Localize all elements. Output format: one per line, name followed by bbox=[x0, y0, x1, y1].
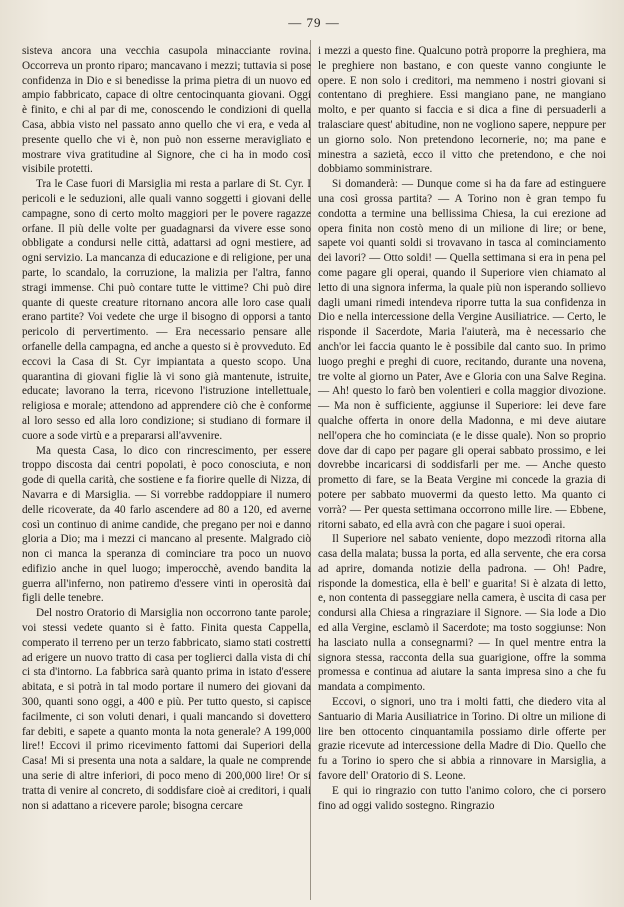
paragraph: Il Superiore nel sabato veniente, dopo mezzodì ritorna alla casa della malata; bussa la porta, ed alla serventе, che era corsa ad aprire, domanda notizie della padrona. — Oh! Padre, risponde la domestica, ella è bell' e guarita! Si è alzata di letto, e, non contenta di passeggiare nella camera, è uscita di casa per condursi alla Chiesa a ringraziare il Signore. — Sia lode a Dio ed alla Vergine, esclamò il Sacerdote; ma tosto soggiunse: Non ha lasciato nulla a consegnarmi? — In quel mentre entra la signora stessa, racconta della sua guarigione, offre la somma promessa e continua ad aiutare la santa impresa sino a che fu mandata a compimento. bbox=[318, 533, 606, 694]
page-number: — 79 — bbox=[288, 15, 340, 30]
paragraph: sisteva ancora una vecchia casupola minacciante rovina. Occorreva un pronto riparo; mancavano i mezzi; tuttavia si pose confidenza in Dio e si benedisse la prima pietra di un nuovo ed ampio fabbricato, capace di oltre centocinquanta giovani. Oggi è finito, e chi al par di me, conoscendo le condizioni di quella Casa, abbia visto nel passato anno quello che vi era, e veda al presente quello che vi è, non può non esserne meravigliato e mostrare viva gratitudine al Signore, che ci ha in modo così visibile protetti. bbox=[22, 45, 311, 176]
paragraph: i mezzi a questo fine. Qualcuno potrà proporre la preghiera, ma le preghiere non bastano, e con queste vanno congiunte le opere. E non solo i creditori, ma nemmeno i nostri giovani si contentano di preghiere. Essi mangiano pane, ne mangiano molto, e per quanto si faccia e si dica a fine di persuaderli a tralasciare quest' abitudine, non ne vogliono sapere, neppure per un giorno solo. Non pretendono lecornerie, no; ma pane e minestra a sazietà, ecco il vitto che pretendono, e che noi dobbiamo somministrare. bbox=[318, 45, 606, 176]
paragraph: Eccovi, o signori, uno tra i molti fatti, che diedero vita al Santuario di Maria Ausiliatrice in Torino. Di oltre un milione di lire ben ottocento cinquantamila possiamo dirle offerte per grazie ricevute ad intercessione della Madre di Dio. Quello che fu a Torino io spero che si abbia a rinnovare in Marsiglia, a favore dell' Oratorio di S. Leone. bbox=[318, 696, 606, 783]
paragraph: E qui io ringrazio con tutto l'animo coloro, che ci porsero fino ad oggi valido sostegno. Ringrazio bbox=[318, 784, 606, 812]
paragraph: Si domanderà: — Dunque come si ha da fare ad estinguere una così grossa partita? — A Torino non è gran tempo fu condotta a termine una bellissima Chiesa, la cui erezione ad opera finita non costò meno di un milione di lire; or bene, sapete voi quanti soldi si trovavano in tasca al cominciamento dei lavori? — Otto soldi! — Quella settimana si era in pena pel come pagare gli operai, quando il Superiore vien chiamato al letto di una signora inferma, la quale più non isperando sollievo dagli umani rimedi intendeva riporre tutta la sua confidenza in Dio e nella intercessione della Vergine Ausiliatrice. — Certo, le risponde il Sacerdote, Maria l'aiuterà, ma è necessario che anch'or lei faccia quanto le è possibile dal canto suo. In primo luogo preghi e preghi di cuore, recitando, durante una novena, tre volte al giorno un Pater, Ave e Gloria con una Salve Regina. — Ah! questo lo farò ben volentieri e colla maggior divozione. — Ma non è sufficiente, aggiunse il Superiore: lei deve fare qualche offerta in onore della Madonna, e mi deve aiutare nell'opera che ho cominciata (e le disse quale). Non so proprio dove dar di capo per pagare gli operai sabbato prossimo, e lei dovrebbe incaricarsi di soddisfarli per me. — Anche questo prometto di fare, se la Beata Vergine mi concede la grazia di potere per sabbato muovermi da questo letto. Ma quanto ci vorrà? — Per questa settimana occorrono mille lire. — Ebbene, ritorni sabato, ed ella avrà con che pagare i suoi operai. bbox=[318, 178, 606, 531]
left-column bbox=[22, 44, 311, 813]
paragraph: Tra le Case fuori di Marsiglia mi resta a parlare di St. Cyr. I pericoli e le seduzioni, alle quali vanno soggetti i giovani delle campagne, sono di certo molto maggiori per le povere ragazze orfane. Il più delle volte per guadagnarsi da vivere esse sono obbligate a condursi nelle città, adattarsi ad ogni mestiere, ad ogni servizio. La mancanza di educazione e di religione, per una parte, lo scandalo, la corruzione, la malizia per l'altra, fanno stragi immense. Chi può contare tutte le vittime? Chi può dire quante di queste creature ritornano ancora alle loro case quali erano partite? Voi vedete che urge il bisogno di opporsi a tanto pericolo di pervertimento. — Era necessario pensare alle orfanelle della campagna, ed anche a questo si è provveduto. Ed eccovi la Casa di St. Cyr impiantata a questo scopo. Una quarantina di giovani figlie là vi sono già mantenute, istruite, educate; lavorano la terra, ricevono l'istruzione intellettuale, religiosa e morale; attendono ad apprendere ciò che è conforme al loro sesso ed alla loro condizione; si studiano di formare il cuore a sode virtù e a prepararsi all'avvenire. bbox=[22, 178, 311, 442]
paragraph: Ma questa Casa, lo dico con rincrescimento, per essere troppo discosta dai centri popolati, è poco conosciuta, e non gode di quella carità, che sostiene e fa fiorire quelle di Nizza, di Navarra e di Marsiglia. — Si vorrebbe raddoppiare il numero delle ricoverate, da 40 farlo ascendere ad 80 a 120, ed averne così un continuo di anime candide, che pregano per noi e danno gloria a Dio; ma i mezzi ci mancano al presente. Malgrado ciò non ci manca la speranza di cominciare tra poco un nuovo edifizio anche in quel luogo; imperocchè, avendo bandita la guerra all'inferno, non patiremo d'essere vinti in operosità dai figli delle tenebre. bbox=[22, 444, 311, 605]
text-columns bbox=[22, 44, 606, 813]
paragraph: Del nostro Oratorio di Marsiglia non occorrono tante parole; voi stessi vedete quanto si è fatto. Finita questa Cappella, comperato il terreno per un terzo fabbricato, siamo stati costretti ad erigere un nuovo tratto di casa per toglierci dalla vista di chi ci sta d'intorno. La fabbrica sarà quanto prima in istato d'essere abitata, e si potrà in tal modo portare il numero dei giovani da 300, quanti sono oggi, a 400 e più. Per tutto questo, si capisce facilmente, ci son voluti denari, i quali mancando si dovettero far debiti, e sapete a quanto monta la nota generale? A 199,000 lire!! Eccovi il primo ricevimento fattomi dai Superiori della Casa! Mi si presenta una nota a saldare, la quale ne comprende una serie di altre inferiori, di poco meno di 200,000 lire! Or si tratta di venire al concreto, di soddisfare cioè ai creditori, i quali non si adattano a ricevere parole; bisogna cercare bbox=[22, 607, 311, 812]
right-column bbox=[318, 44, 606, 813]
